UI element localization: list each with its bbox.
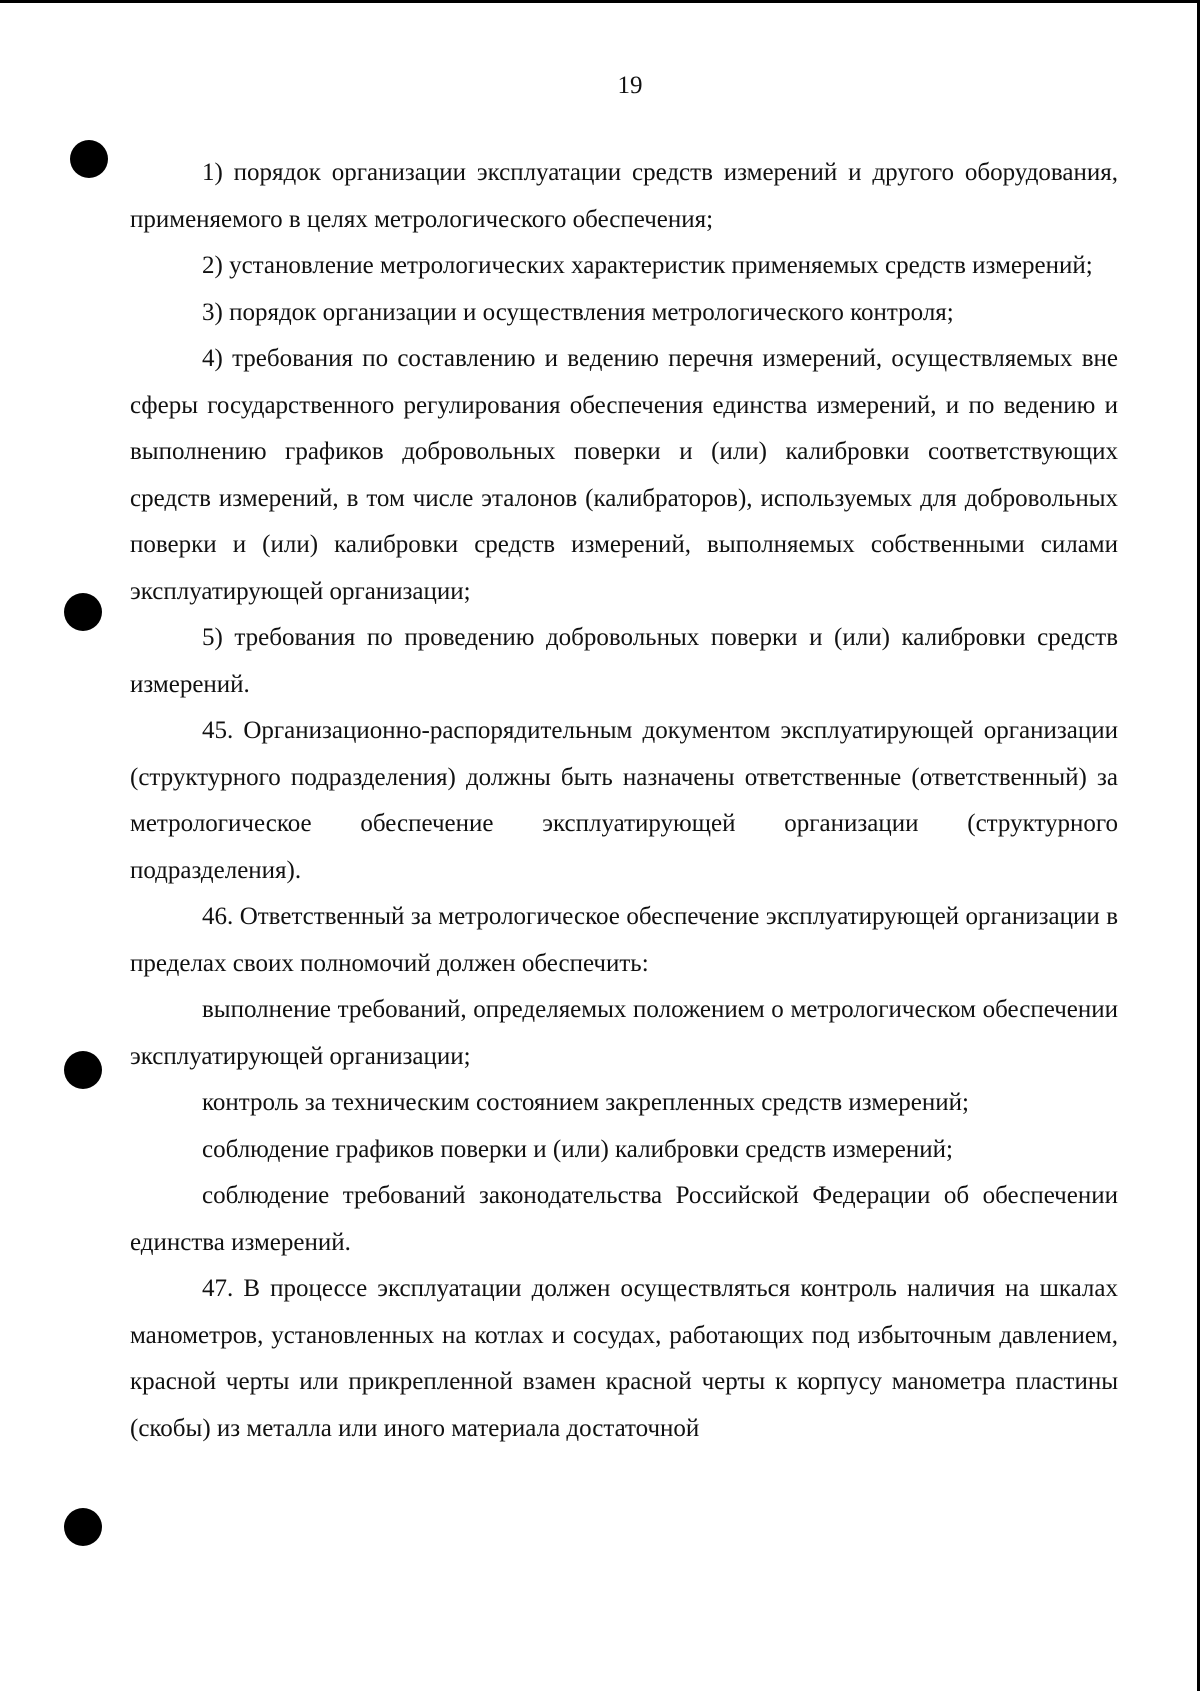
paragraph-47: 47. В процессе эксплуатации должен осуществляться контроль наличия на шкалах манометров, установленных на котлах и сосудах, работающих под избыточным давлением, красной черты или прикрепленной взамен красной черты к корпусу манометра пластины (скобы) из металла или иного материала достаточной — [130, 1275, 1118, 1442]
paragraph-46-item-1: выполнение требований, определяемых положением о метрологическом обеспечении эксплуатирующей организации; — [130, 996, 1118, 1070]
paragraph-item-1: 1) порядок организации эксплуатации средств измерений и другого оборудования, применяемого в целях метрологического обеспечения; — [130, 159, 1118, 233]
document-body — [130, 150, 1118, 1452]
punch-hole-3 — [64, 1051, 102, 1089]
paragraph-45: 45. Организационно-распорядительным документом эксплуатирующей организации (структурного подразделения) должны быть назначены ответственные (ответственный) за метрологическое обеспечение эксплуатирующей организации (структурного подразделения). — [130, 717, 1118, 884]
punch-hole-1 — [70, 140, 108, 178]
paragraph-item-4: 4) требования по составлению и ведению перечня измерений, осуществляемых вне сферы государственного регулирования обеспечения единства измерений, и по ведению и выполнению графиков добровольных поверки и (или) калибровки соответствующих средств измерений, в том числе эталонов (калибраторов), используемых для добровольных поверки и (или) калибровки средств измерений, выполняемых собственными силами эксплуатирующей организации; — [130, 345, 1118, 605]
paragraph-item-2: 2) установление метрологических характеристик применяемых средств измерений; — [202, 252, 1093, 279]
paragraph-46: 46. Ответственный за метрологическое обеспечение эксплуатирующей организации в пределах своих полномочий должен обеспечить: — [130, 903, 1118, 977]
paragraph-item-5: 5) требования по проведению добровольных поверки и (или) калибровки средств измерений. — [130, 624, 1118, 698]
paragraph-46-item-4: соблюдение требований законодательства Российской Федерации об обеспечении единства измерений. — [130, 1182, 1118, 1256]
punch-hole-2 — [64, 593, 102, 631]
paragraph-46-item-2: контроль за техническим состоянием закрепленных средств измерений; — [202, 1089, 969, 1116]
punch-hole-4 — [64, 1508, 102, 1546]
paragraph-46-item-3: соблюдение графиков поверки и (или) калибровки средств измерений; — [202, 1135, 953, 1163]
page-number: 19 — [617, 72, 643, 99]
paragraph-item-3: 3) порядок организации и осуществления метрологического контроля; — [202, 298, 954, 326]
